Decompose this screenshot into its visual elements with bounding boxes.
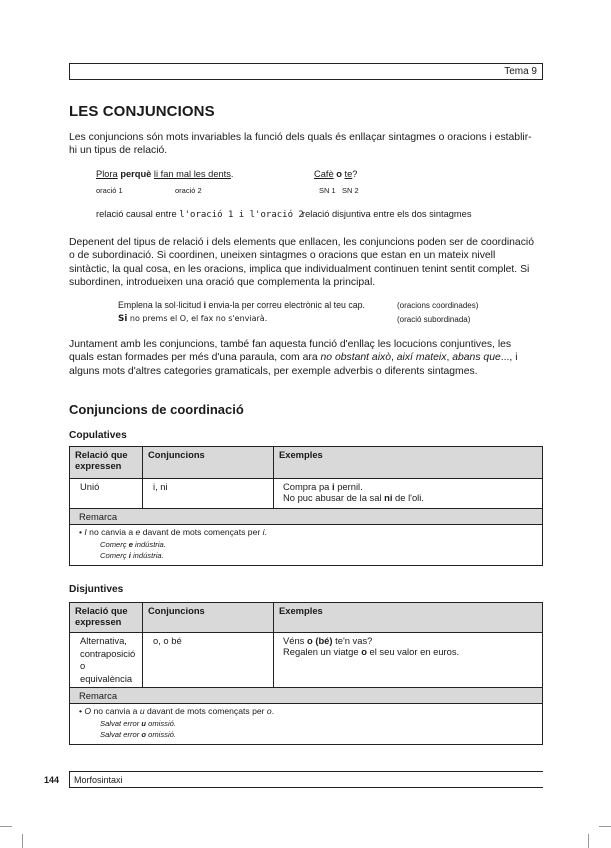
- label-oracio2: oració 2: [175, 186, 202, 195]
- section-title: Conjuncions de coordinació: [69, 402, 244, 417]
- dis-exa-post: omissió.: [146, 718, 176, 728]
- crop-mark: [0, 826, 12, 827]
- cop-note-mid: no canvia a: [86, 527, 136, 537]
- example-causal-end: .: [230, 169, 234, 179]
- dis-exb-post: omissió.: [146, 730, 176, 739]
- dis-ex1-pre: Véns: [283, 635, 307, 646]
- dis-exb-conj: o: [141, 730, 146, 739]
- intro-paragraph: Les conjuncions són mots invariables la funció dels quals és enllaçar sintagmes o oracions i establir-hi un tipus de relació.: [69, 132, 532, 157]
- cop-note-end: .: [264, 527, 267, 537]
- dis-exa-pre: Salvat error: [100, 718, 142, 728]
- dis-ex1-post: te'n vas?: [332, 635, 373, 646]
- cop-ex1-pre: Compra pa: [283, 481, 332, 492]
- example-causal-clause1: Plora: [96, 169, 118, 179]
- dis-ex2-post: el seu valor en euros.: [366, 646, 460, 657]
- cop-ex1-conj: i: [331, 481, 335, 492]
- dis-example-a: [79, 718, 537, 730]
- example-disjunctive: [314, 169, 357, 179]
- ex-subord-conj: Si: [118, 314, 128, 324]
- para3-text2: ..., i alguns mots d'altres categories gramaticals, per exemple adverbis o diferents sintagmes.: [69, 352, 518, 377]
- table-row: [70, 479, 543, 509]
- dis-ex1-conj: o (bé): [306, 635, 333, 646]
- footer-book-title: Morfosintaxi: [74, 775, 123, 785]
- example-disj-conj: o: [336, 169, 342, 179]
- ex-coord-conj: i: [203, 300, 207, 310]
- cop-ex2-post: de l'oli.: [392, 492, 424, 503]
- dis-note-letter: O: [84, 706, 92, 716]
- disjuntives-title: Disjuntives: [69, 584, 124, 595]
- cop-exa-conj: e: [128, 539, 133, 549]
- cell-relation: Unió: [70, 479, 143, 509]
- example-disj-sn2: te: [344, 169, 353, 179]
- dis-note-end: .: [271, 706, 275, 716]
- para3-text1: Juntament amb les conjuncions, també fan aquesta funció d'enllaç les locucions conjuntives, les quals estan formades per més d'una paraula, com ara: [69, 339, 512, 364]
- cop-note-letter3: i: [262, 527, 265, 537]
- remarca-note: [70, 704, 543, 745]
- para3-it3: abans que: [452, 352, 501, 364]
- col-relation-header: Relació que expressen: [70, 603, 143, 633]
- col-examples-header: Exemples: [274, 447, 543, 479]
- relation-disjunctive: relació disjuntiva entre els dos sintagmes: [302, 209, 472, 219]
- label-sn1: SN 1: [319, 186, 336, 195]
- footer-divider: [69, 771, 70, 788]
- header-bar: [69, 63, 543, 80]
- label-oracio1: oració 1: [96, 186, 123, 195]
- ex-coord-post: envia-la per correu electrònic al teu cap.: [206, 300, 365, 310]
- relation-causal-pre: relació causal entre: [96, 209, 180, 219]
- cop-exa-pre: Comerç: [100, 539, 129, 549]
- cop-note-post: davant de mots començats per: [140, 527, 263, 537]
- cop-note-letter2: e: [135, 527, 141, 537]
- cop-note-letter: I: [84, 527, 87, 537]
- remarca-label: Remarca: [70, 509, 543, 525]
- cop-exb-conj: i: [128, 551, 131, 560]
- cop-example-a: [79, 539, 537, 551]
- crop-mark: [599, 826, 611, 827]
- dis-note-post: davant de mots començats per: [144, 706, 267, 716]
- remarca-label: Remarca: [70, 688, 543, 704]
- cop-ex1-post: pernil.: [334, 481, 363, 492]
- example-disj-end: ?: [352, 169, 358, 179]
- cell-examples: [274, 479, 543, 509]
- para3-it1: no obstant això: [320, 352, 391, 364]
- col-conj-header: Conjuncions: [143, 603, 274, 633]
- remarca-note: [70, 525, 543, 566]
- note-coordinate: (oracions coordinades): [397, 301, 479, 310]
- dis-example-b: [79, 729, 537, 741]
- dis-note-mid: no canvia a: [91, 706, 140, 716]
- cop-exa-post: indústria.: [132, 539, 166, 549]
- cell-examples: [274, 633, 543, 688]
- page-number: 144: [44, 775, 60, 785]
- cop-ex2-conj: ni: [384, 492, 393, 503]
- col-conj-header: Conjuncions: [143, 447, 274, 479]
- example-causal-clause2: li fan mal les dents: [153, 169, 231, 179]
- example-causal-conj: perquè: [120, 169, 152, 179]
- example-disj-sn1: Cafè: [314, 169, 334, 179]
- para3-sep2: ,: [446, 352, 453, 364]
- dis-note-pre: •: [79, 706, 85, 716]
- chapter-label: Tema 9: [504, 66, 537, 77]
- para3-sep1: ,: [390, 352, 397, 364]
- cop-example-b: [79, 550, 537, 562]
- para3-it2: així mateix: [396, 352, 447, 364]
- cell-conj: i, ni: [143, 479, 274, 509]
- disjuntives-table: [69, 602, 543, 745]
- copulatives-title: Copulatives: [69, 430, 127, 441]
- dis-ex2-pre: Regalen un viatge: [283, 646, 362, 657]
- col-examples-header: Exemples: [274, 603, 543, 633]
- dis-note-letter3: o: [266, 706, 272, 716]
- col-relation-header: Relació que expressen: [70, 447, 143, 479]
- label-sn2: SN 2: [342, 186, 359, 195]
- note-subordinate: (oració subordinada): [397, 315, 471, 324]
- example-subordinate: [118, 314, 267, 324]
- table-row: [70, 633, 543, 688]
- dis-exb-pre: Salvat error: [100, 730, 142, 739]
- crop-mark: [588, 834, 589, 848]
- cell-conj: o, o bé: [143, 633, 274, 688]
- ex-subord-post: no prems el O, el fax no s'enviarà.: [127, 314, 268, 323]
- crop-mark: [22, 834, 23, 848]
- footer-bar: [69, 771, 543, 788]
- cop-ex2-pre: No puc abusar de la sal: [283, 492, 385, 503]
- dis-exa-conj: u: [141, 718, 146, 728]
- example-coordinate: [118, 300, 365, 310]
- copulatives-table: [69, 446, 543, 566]
- paragraph-locutions: [69, 338, 537, 378]
- cop-exb-post: indústria.: [130, 551, 164, 560]
- relation-causal-post: l'oració 1 i l'oració 2: [179, 210, 304, 220]
- dis-ex2-conj: o: [361, 646, 367, 657]
- ex-coord-pre: Emplena la sol·licitud: [118, 300, 204, 310]
- cop-note-pre: •: [79, 527, 85, 537]
- cop-exb-pre: Comerç: [100, 551, 129, 560]
- dis-note-letter2: u: [139, 706, 145, 716]
- paragraph-types: Depenent del tipus de relació i dels elements que enllacen, les conjuncions poden ser de coordinació o de subordinació. Si coordinen, uneixen sintagmes o oracions que estan en un mateix nivell sintàctic, la qual cosa, en les oracions, implica que individualment continuen tenint sentit complet. Si subordinen, introdueixen una oració que complementa la principal.: [69, 237, 534, 289]
- example-causal: [96, 169, 234, 179]
- cell-relation: Alternativa, contraposició o equivalència: [70, 633, 143, 688]
- page-title: LES CONJUNCIONS: [69, 103, 215, 120]
- relation-causal: [96, 209, 304, 220]
